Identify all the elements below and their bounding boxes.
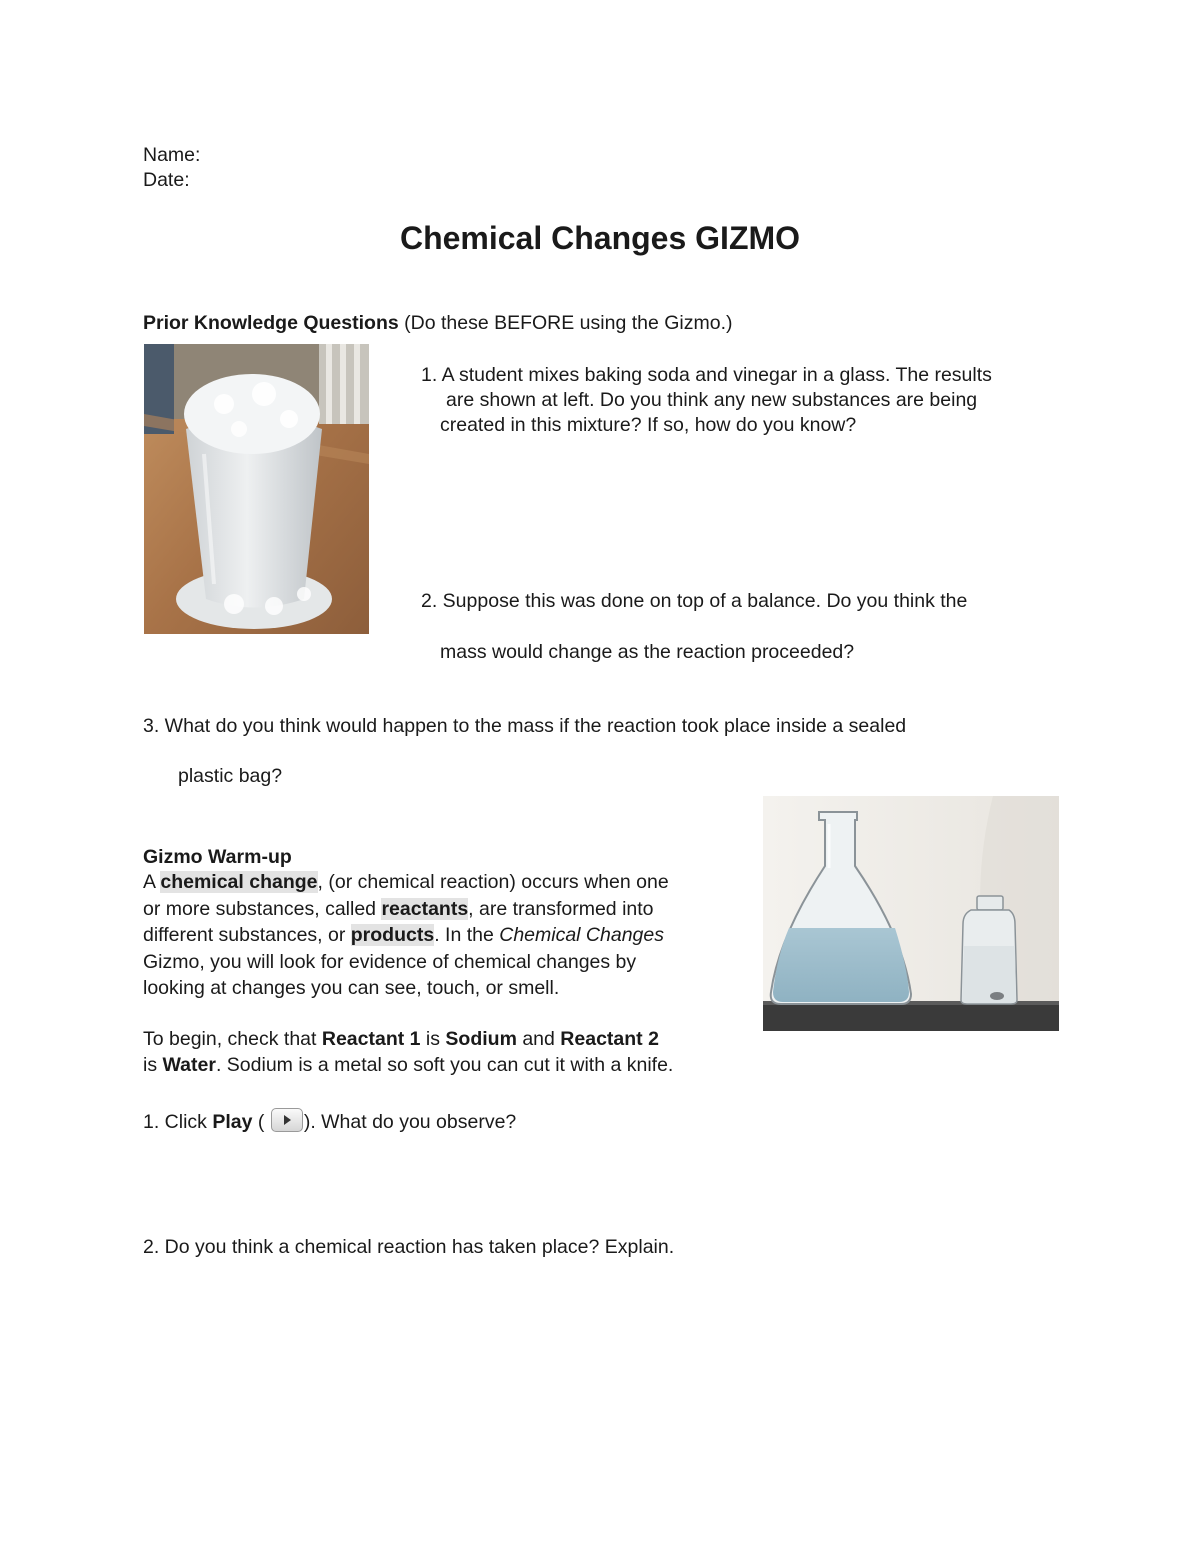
play-bold: Play (212, 1111, 253, 1133)
flask-illustration (763, 796, 1059, 1031)
warmup-heading (143, 844, 292, 870)
text-q1b: ( (252, 1111, 265, 1133)
date-label: Date: (143, 169, 190, 191)
play-icon (271, 1108, 303, 1132)
foaming-glass-photo (144, 344, 369, 634)
water-bold: Water (162, 1054, 216, 1076)
reactant1-bold: Reactant 1 (321, 1028, 421, 1050)
text-e: different substances, or (143, 924, 351, 946)
prior-q1-line1: 1. A student mixes baking soda and vinegar in a glass. The results (421, 364, 992, 386)
warmup-q1 (143, 1108, 516, 1135)
prior-knowledge-heading (143, 310, 733, 336)
warmup-p1-line3 (143, 922, 664, 948)
reactant2-bold: Reactant 2 (560, 1028, 659, 1050)
foaming-glass-illustration (144, 344, 369, 634)
text-q1a: 1. Click (143, 1111, 213, 1133)
text-b: , (or chemical reaction) occurs when one (317, 871, 669, 893)
warmup-q2: 2. Do you think a chemical reaction has taken place? Explain. (143, 1236, 675, 1258)
text-a: A (143, 871, 161, 893)
text-q1c: ). What do you observe? (303, 1111, 517, 1133)
gizmo-name-italic: Chemical Changes (499, 924, 664, 946)
term-reactants: reactants (381, 898, 469, 920)
prior-q2-line1: 2. Suppose this was done on top of a balance. Do you think the (421, 590, 968, 612)
warmup-p1-line1 (143, 869, 669, 895)
page-title: Chemical Changes GIZMO (399, 220, 801, 256)
text-d: , are transformed into (468, 898, 654, 920)
text-p2a: To begin, check that (143, 1028, 322, 1050)
text-p2f: . Sodium is a metal so soft you can cut it with a knife. (215, 1054, 674, 1076)
text-f: . In the (434, 924, 500, 946)
prior-q1-line2: are shown at left. Do you think any new substances are being (446, 389, 978, 411)
warmup-heading-text: Gizmo Warm-up (143, 846, 292, 868)
term-chemical-change: chemical change (160, 871, 318, 893)
flask-bottle-image (763, 796, 1059, 1031)
prior-heading-bold: Prior Knowledge Questions (143, 312, 399, 334)
sodium-bold: Sodium (445, 1028, 517, 1050)
warmup-p2-line2 (143, 1052, 673, 1078)
prior-q3-line1: 3. What do you think would happen to the mass if the reaction took place inside a sealed (143, 715, 907, 737)
prior-q1-line3: created in this mixture? If so, how do you know? (440, 414, 857, 436)
prior-q2-line2: mass would change as the reaction proceeded? (440, 641, 855, 663)
text-p2d: and (516, 1028, 561, 1050)
prior-heading-note: (Do these BEFORE using the Gizmo.) (404, 312, 733, 334)
warmup-p1-line4: Gizmo, you will look for evidence of chemical changes by (143, 951, 637, 973)
text-c: or more substances, called (143, 898, 382, 920)
prior-q3-line2: plastic bag? (178, 765, 283, 787)
warmup-p1-line2 (143, 896, 654, 922)
warmup-p1-line5: looking at changes you can see, touch, or smell. (143, 977, 560, 999)
warmup-p2-line1 (143, 1026, 659, 1052)
name-label: Name: (143, 144, 201, 166)
term-products: products (350, 924, 435, 946)
text-p2e: is (143, 1054, 163, 1076)
text-p2c: is (420, 1028, 446, 1050)
